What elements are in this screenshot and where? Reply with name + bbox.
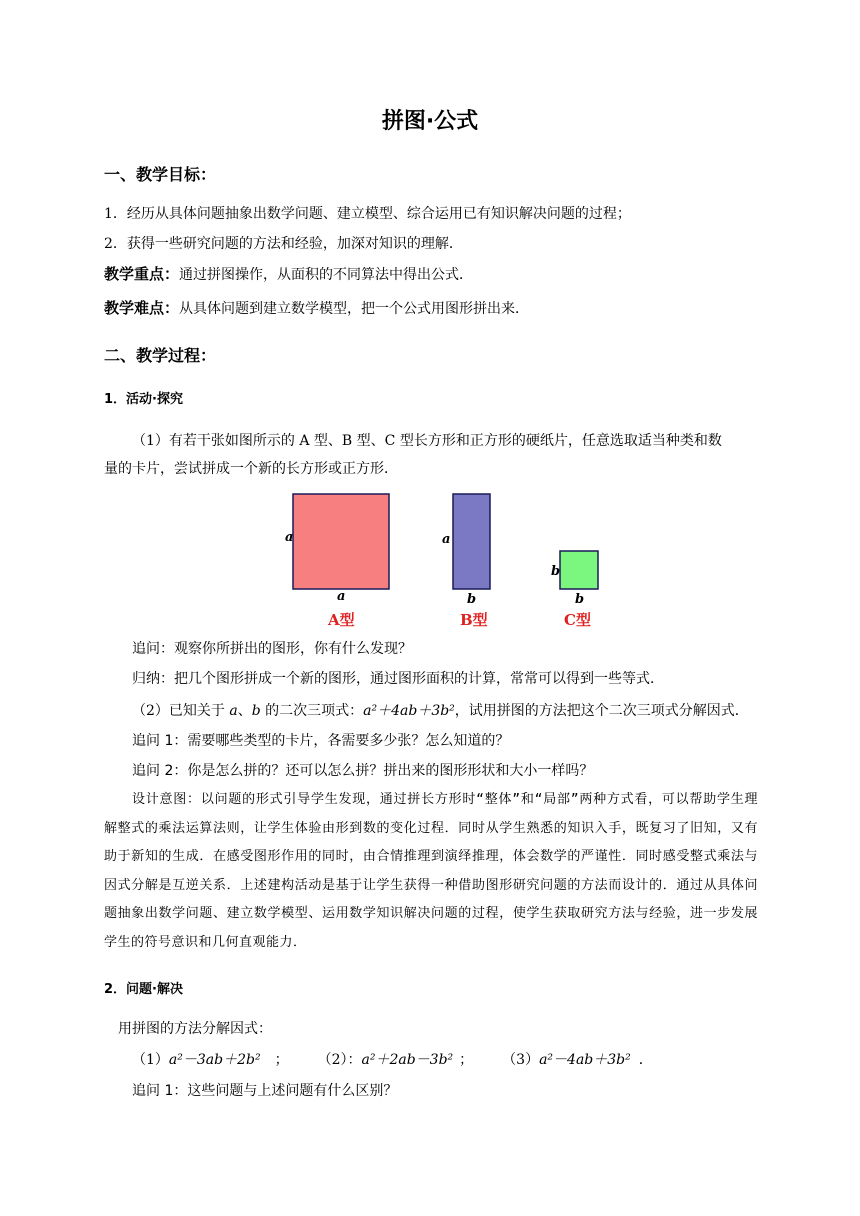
- follow-up-label: 追问: [132, 641, 160, 657]
- b-side-bottom-label: b: [467, 592, 477, 607]
- follow-up-question-2: [132, 760, 593, 780]
- section-heading-goals: 一、教学目标：: [104, 165, 217, 184]
- summary: [132, 668, 664, 688]
- key-point-label: 教学重点：: [104, 265, 180, 283]
- follow-up-question-1: [132, 730, 509, 750]
- key-point: [104, 263, 473, 284]
- difficulty-text: 从具体问题到建立数学模型，把一个公式用图形拼出来．: [179, 301, 530, 317]
- problem-intro: 用拼图的方法分解因式：: [118, 1021, 272, 1037]
- a-side-left-label: a: [285, 530, 294, 545]
- c-side-left-label: b: [551, 564, 561, 579]
- item2-expression: a²＋4ab＋3b²: [363, 703, 455, 719]
- follow-up-question: [132, 638, 412, 658]
- item2-var-a: a: [229, 703, 238, 719]
- exercise-3-end: ．: [638, 1052, 653, 1068]
- exercise-1-end: ；: [274, 1052, 289, 1068]
- follow-up-3-text: ：这些问题与上述问题有什么区别？: [173, 1083, 398, 1099]
- exercise-list: [132, 1049, 653, 1069]
- b-type-label: B型: [460, 611, 488, 629]
- follow-up-question-3: [132, 1080, 397, 1100]
- follow-up-2-text: ：你是怎么拼的？还可以怎么拼？拼出来的图形形状和大小一样吗？: [173, 763, 594, 779]
- exercise-3-label: （3）: [509, 1052, 540, 1068]
- difficulty-label: 教学难点：: [104, 299, 180, 317]
- item1-line1: （1）有若干张如图所示的 A 型、B 型、C 型长方形和正方形的硬纸片，任意选取适当种类和数: [132, 433, 722, 449]
- a-type-label: A型: [328, 611, 355, 629]
- exercise-2-label: （2）：: [324, 1052, 362, 1068]
- exercise-1: a²－3ab＋2b²: [168, 1052, 261, 1068]
- c-type-label: C型: [564, 611, 591, 629]
- exercise-2-end: ；: [459, 1052, 474, 1068]
- a-type-square: [293, 494, 389, 589]
- exercise-2: a²＋2ab－3b²: [361, 1052, 454, 1068]
- follow-up-2-label: 追问 2: [132, 763, 174, 779]
- follow-up-text: ：观察你所拼出的图形，你有什么发现？: [160, 641, 412, 657]
- follow-up-1-label: 追问 1: [132, 733, 174, 749]
- item2-suffix: ，试用拼图的方法把这个二次三项式分解因式．: [454, 703, 749, 719]
- c-type-square: [560, 551, 598, 589]
- summary-label: 归纳: [132, 671, 160, 687]
- page-title: 拼图·公式: [381, 109, 479, 134]
- c-side-bottom-label: b: [575, 592, 585, 607]
- item2-mid: 的二次三项式：: [260, 703, 364, 719]
- exercise-1-label: （1）: [132, 1052, 169, 1068]
- item2-var-b: b: [251, 703, 261, 719]
- summary-text: ：把几个图形拼成一个新的图形，通过图形面积的计算，常常可以得到一些等式．: [160, 671, 664, 687]
- section-heading-process: 二、教学过程：: [104, 346, 217, 365]
- item2-sep: 、: [237, 703, 252, 719]
- key-point-text: 通过拼图操作，从面积的不同算法中得出公式．: [179, 267, 474, 283]
- item2-prefix: （2）已知关于: [132, 703, 230, 719]
- goal-2: 2．获得一些研究问题的方法和经验，加深对知识的理解．: [104, 236, 463, 252]
- b-side-left-label: a: [442, 532, 451, 547]
- design-intent-paragraph: 设计意图：以问题的形式引导学生发现，通过拼长方形时“整体”和“局部”两种方式看，可以帮助学生理解整式的乘法运算法则，让学生体验由形到数的变化过程．同时从学生熟悉的知识入手，既复习了旧知，又有助于新知的生成．在感受图形作用的同时，由合情推理到演绎推理，体会数学的严谨性．同时感受整式乘法与因式分解是互逆关系．上述建构活动是基于让学生获得一种借助图形研究问题的方法而设计的．通过从具体问题抽象出数学问题、建立数学模型、运用数学知识解决问题的过程，使学生获取研究方法与经验，进一步发展学生的符号意识和几何直观能力．: [104, 792, 758, 950]
- problem-heading: 2．问题·解决: [104, 982, 183, 997]
- exercise-3: a²－4ab＋3b²: [539, 1052, 631, 1068]
- b-type-rect: [453, 494, 490, 589]
- item1-line2: 量的卡片，尝试拼成一个新的长方形或正方形．: [104, 461, 398, 477]
- item2: [132, 700, 749, 720]
- goal-1: 1．经历从具体问题抽象出数学问题、建立模型、综合运用已有知识解决问题的过程；: [104, 206, 631, 222]
- follow-up-3-label: 追问 1: [132, 1083, 174, 1099]
- cards-figure: [270, 480, 630, 635]
- activity-heading: 1．活动·探究: [104, 392, 183, 407]
- difficulty-point: [104, 297, 529, 318]
- a-side-bottom-label: a: [337, 589, 346, 604]
- follow-up-1-text: ：需要哪些类型的卡片，各需要多少张？怎么知道的？: [173, 733, 510, 749]
